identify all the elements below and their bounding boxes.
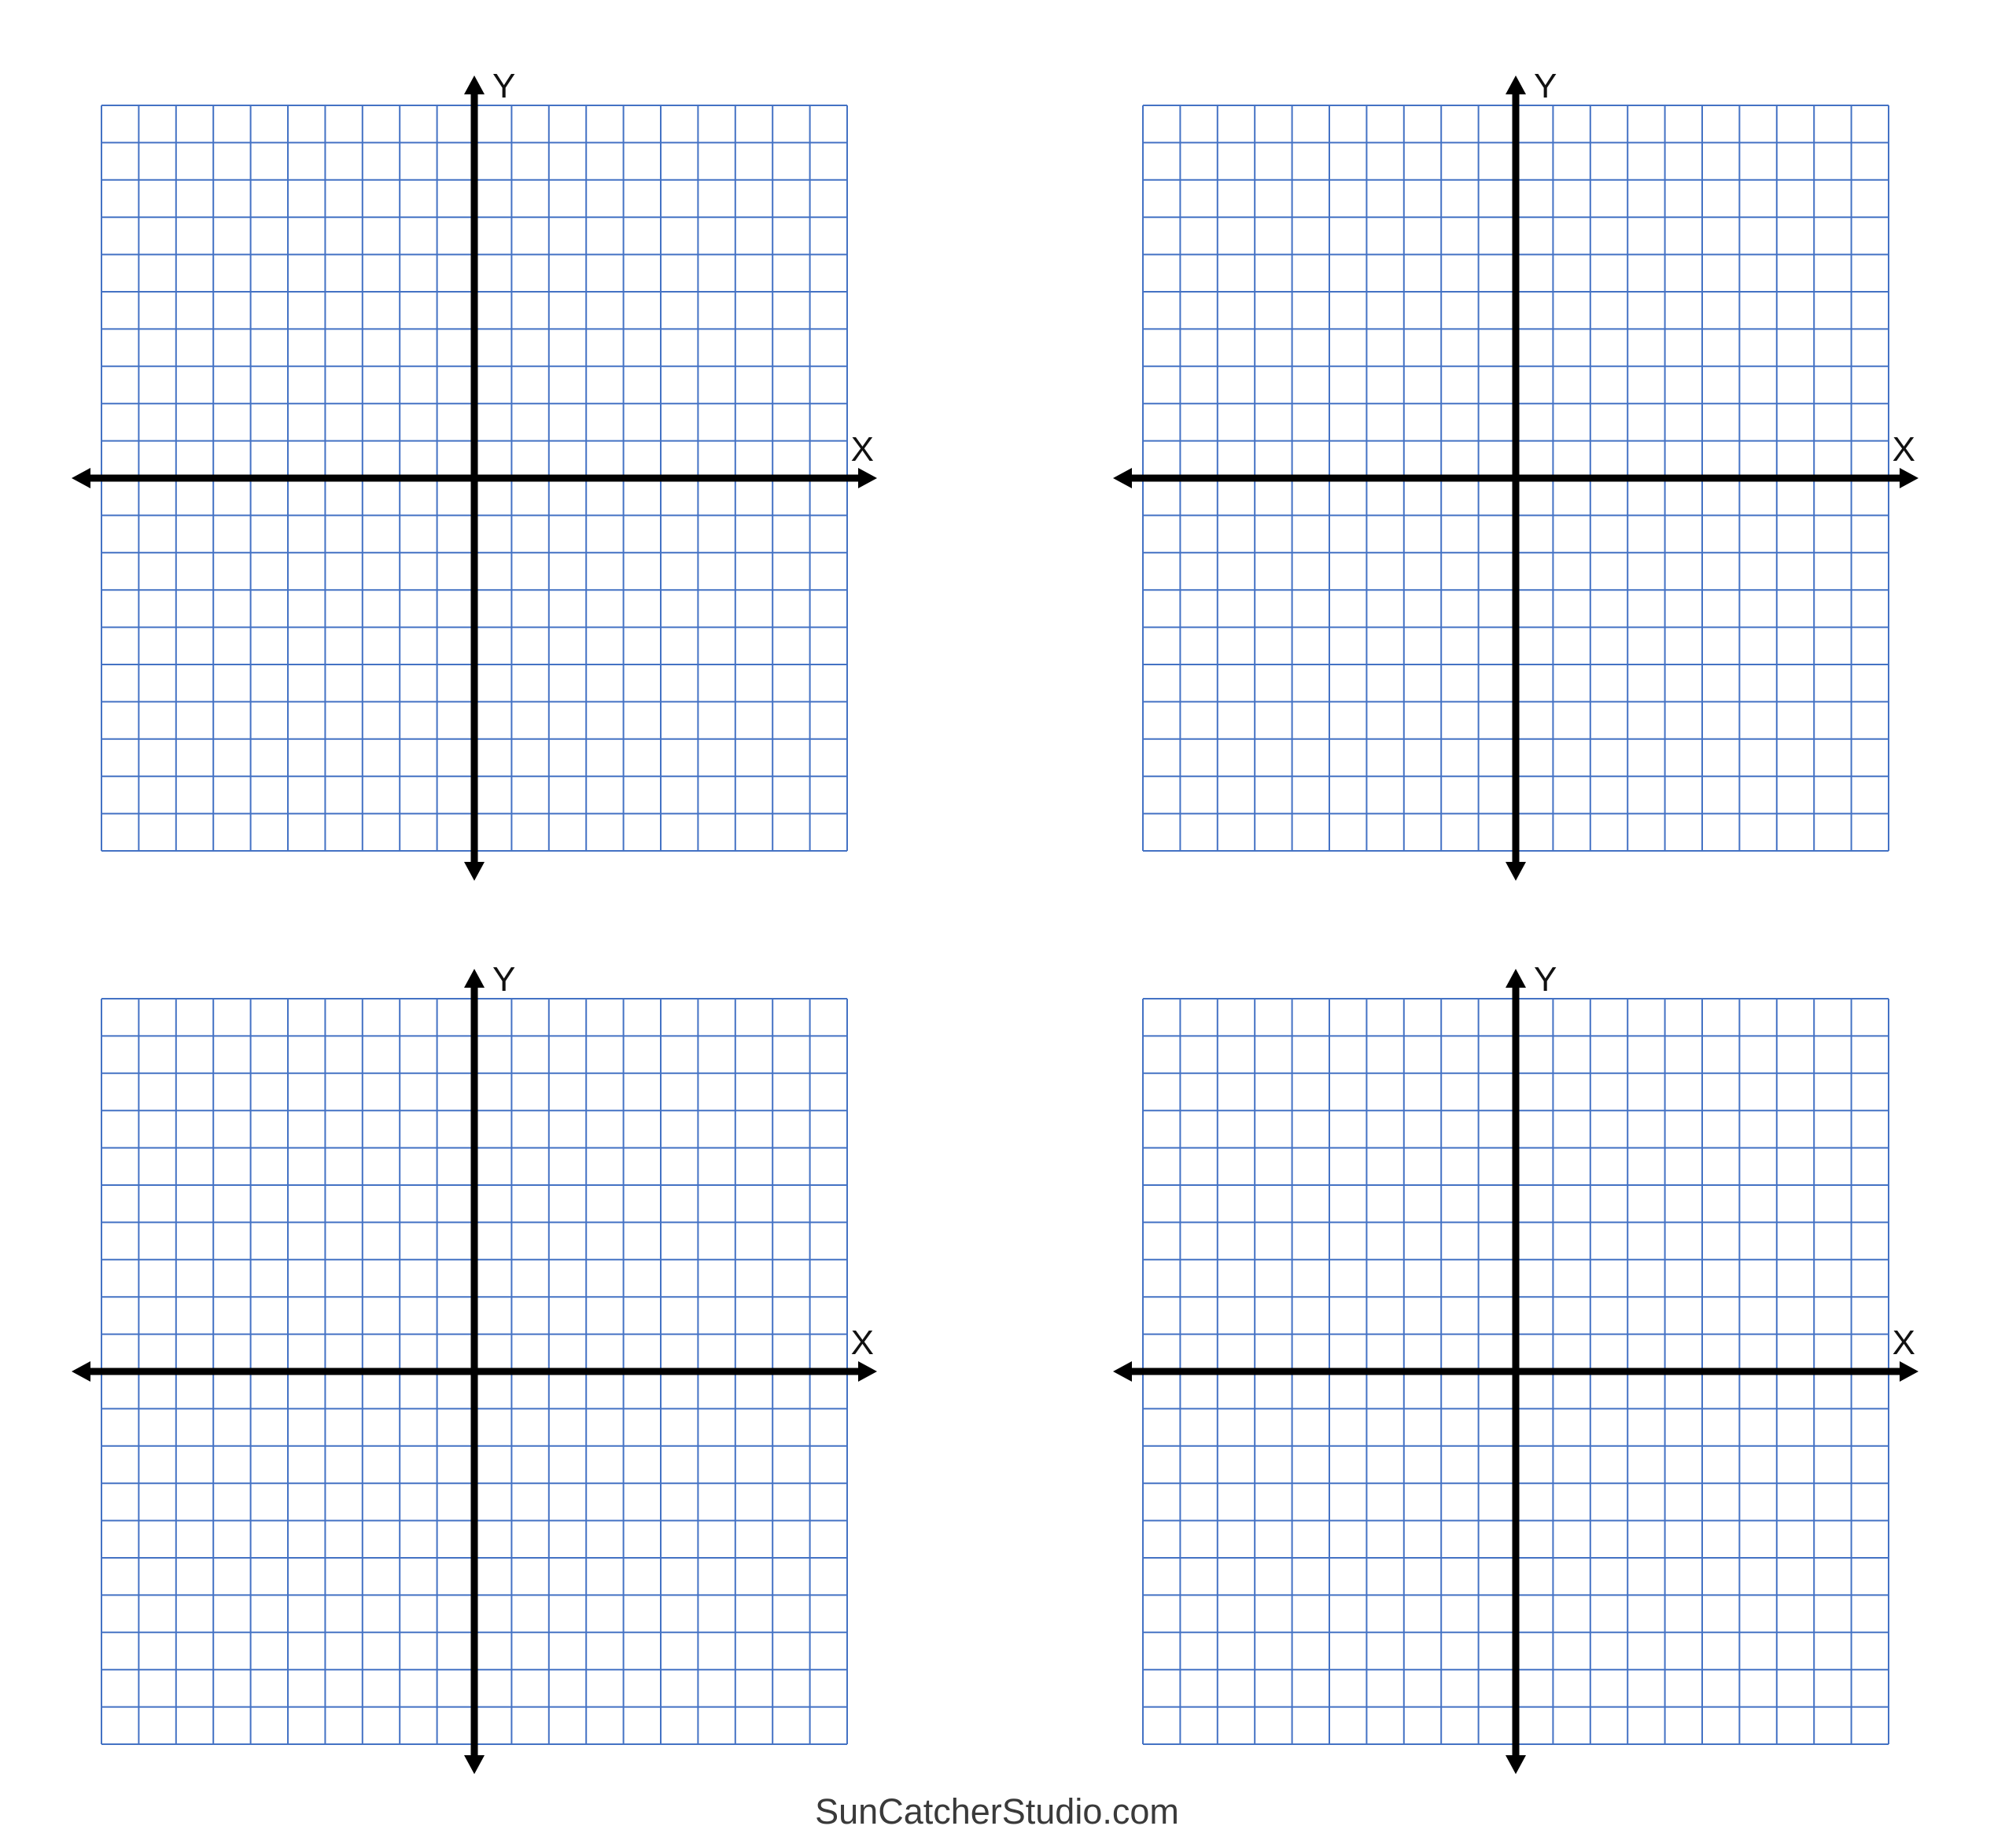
axes xyxy=(72,75,877,881)
coordinate-grid-panel-top-left xyxy=(39,35,910,922)
grid-svg xyxy=(1080,35,1952,922)
y-axis-label: Y xyxy=(1534,67,1557,105)
x-axis-label: X xyxy=(1892,430,1915,469)
grid-svg xyxy=(39,35,910,922)
watermark-text: SunCatcherStudio.com xyxy=(815,1791,1179,1831)
grid-svg xyxy=(1080,928,1952,1815)
x-axis-label: X xyxy=(1892,1323,1915,1362)
coordinate-grid-panel-bottom-left xyxy=(39,928,910,1815)
axes xyxy=(1113,969,1918,1774)
x-axis-label: X xyxy=(850,430,874,469)
axes xyxy=(72,969,877,1774)
grid-svg xyxy=(39,928,910,1815)
y-axis-label: Y xyxy=(492,960,516,999)
coordinate-grid-panel-top-right xyxy=(1080,35,1952,922)
coordinate-grid-panel-bottom-right xyxy=(1080,928,1952,1815)
axes xyxy=(1113,75,1918,881)
x-axis-label: X xyxy=(850,1323,874,1362)
y-axis-label: Y xyxy=(1534,960,1557,999)
y-axis-label: Y xyxy=(492,67,516,105)
